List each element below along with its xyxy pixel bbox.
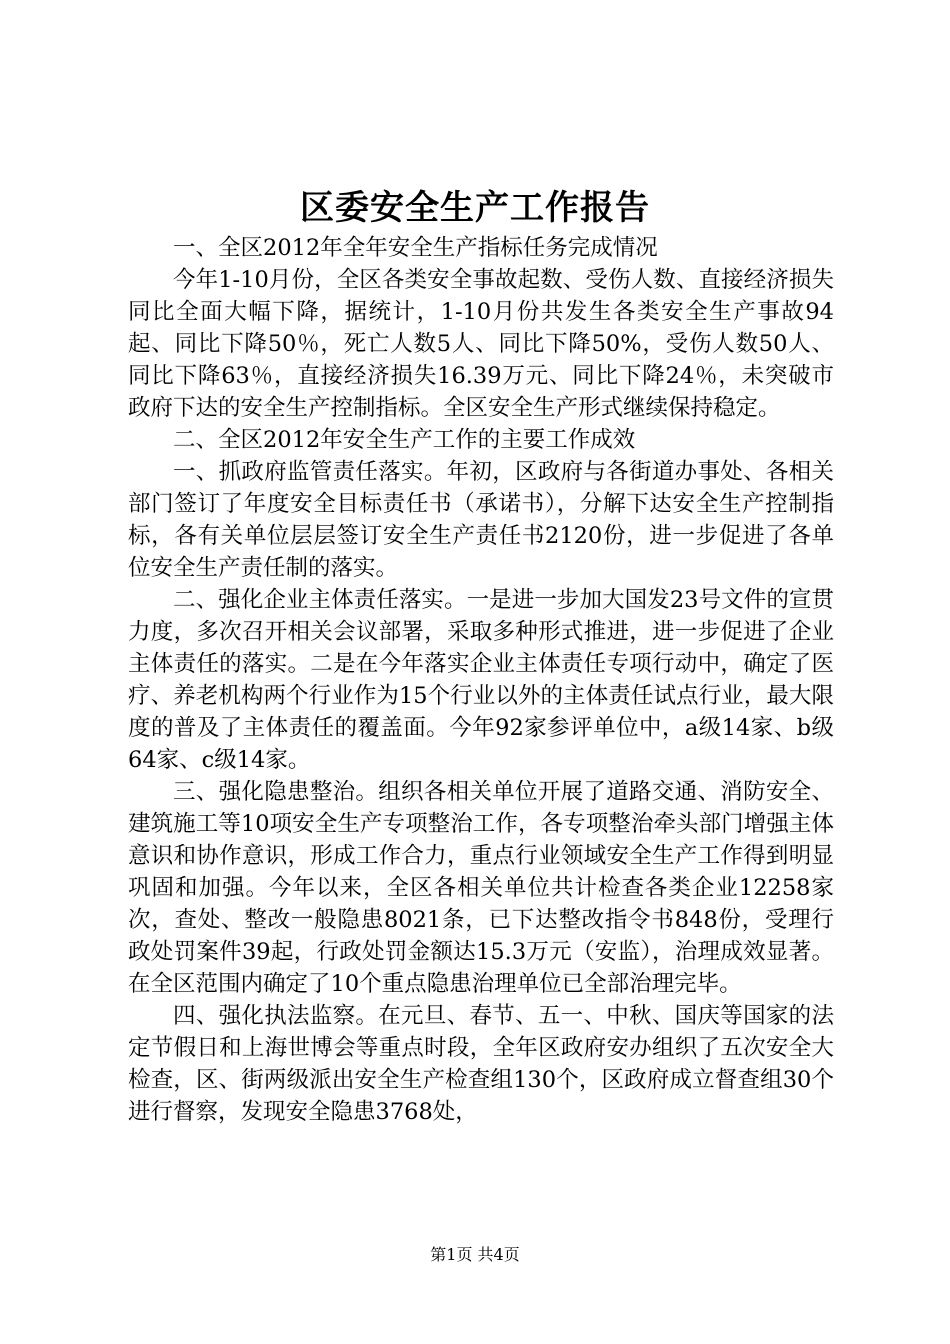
paragraph-enterprise-responsibility: 二、强化企业主体责任落实。一是进一步加大国发23号文件的宣贯力度，多次召开相关会议部署，采取多种形式推进，进一步促进了企业主体责任的落实。二是在今年落实企业主体责任专项行动中，确定了医疗、养老机构两个行业作为15个行业以外的主体责任试点行业，最大限度的普及了主体责任的覆盖面。今年92家参评单位中，a级14家、b级64家、c级14家。 (128, 587, 834, 773)
page-footer: 第1页 共4页 (430, 1245, 520, 1264)
paragraph-law-enforcement: 四、强化执法监察。在元旦、春节、五一、中秋、国庆等国家的法定节假日和上海世博会等重点时段，全年区政府安办组织了五次安全大检查，区、街两级派出安全生产检查组130个，区政府成立督查组30个进行督察，发现安全隐患3768处， (128, 1003, 834, 1125)
paragraph-hazard-rectification: 三、强化隐患整治。组织各相关单位开展了道路交通、消防安全、建筑施工等10项安全生产专项整治工作，各专项整治牵头部门增强主体意识和协作意识，形成工作合力，重点行业领域安全生产工作得到明显巩固和加强。今年以来，全区各相关单位共计检查各类企业12258家次，查处、整改一般隐患8021条，已下达整改指令书848份，受理行政处罚案件39起，行政处罚金额达15.3万元（安监），治理成效显著。在全区范围内确定了10个重点隐患治理单位已全部治理完毕。 (128, 779, 834, 997)
document-title: 区委安全生产工作报告 (300, 188, 650, 228)
paragraph-indicators: 今年1-10月份，全区各类安全事故起数、受伤人数、直接经济损失同比全面大幅下降，据统计，1-10月份共发生各类安全生产事故94起、同比下降50％，死亡人数5人、同比下降50%，受伤人数50人、同比下降63％，直接经济损失16.39万元、同比下降24％，未突破市政府下达的安全生产控制指标。全区安全生产形式继续保持稳定。 (128, 267, 834, 421)
section-heading-2: 二、全区2012年安全生产工作的主要工作成效 (173, 427, 636, 453)
document-body (128, 232, 834, 1128)
paragraph-government-responsibility: 一、抓政府监管责任落实。年初，区政府与各街道办事处、各相关部门签订了年度安全目标责任书（承诺书），分解下达安全生产控制指标，各有关单位层层签订安全生产责任书2120份，进一步促进了各单位安全生产责任制的落实。 (128, 459, 834, 581)
section-heading-1: 一、全区2012年全年安全生产指标任务完成情况 (173, 235, 658, 261)
